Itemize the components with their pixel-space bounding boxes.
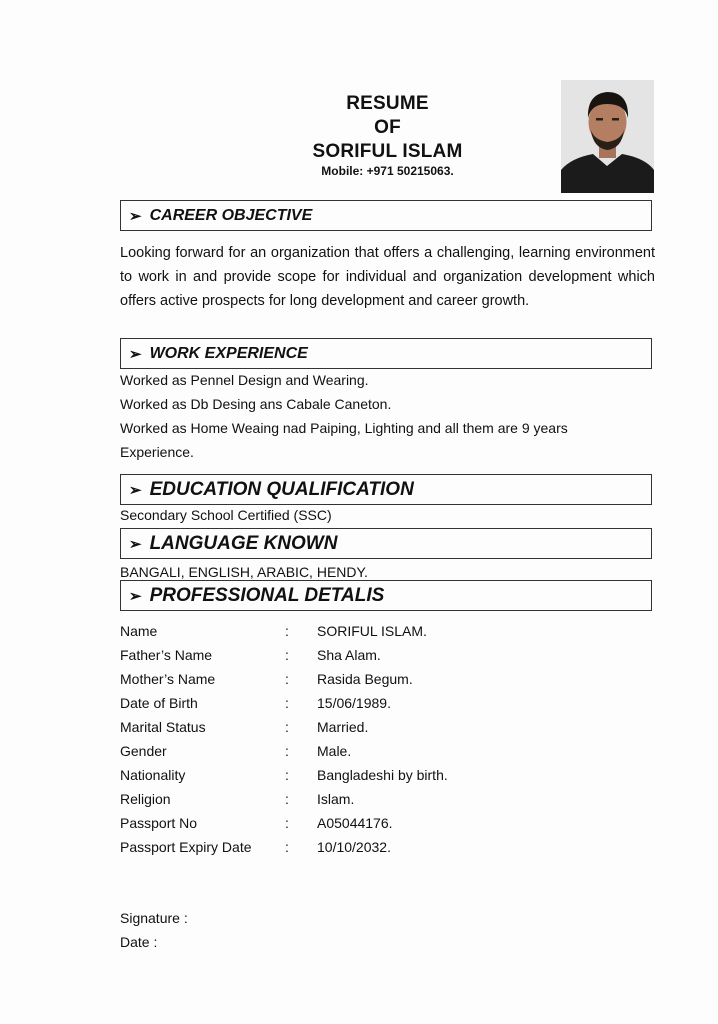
detail-colon: : bbox=[285, 623, 289, 639]
detail-row-father-name bbox=[120, 643, 660, 667]
detail-colon: : bbox=[285, 743, 289, 759]
signature-label: Signature : bbox=[120, 910, 188, 926]
detail-colon: : bbox=[285, 767, 289, 783]
section-title: LANGUAGE KNOWN bbox=[149, 532, 338, 554]
person-portrait-icon bbox=[561, 80, 654, 193]
arrow-bullet-icon: ➢ bbox=[129, 207, 142, 225]
detail-row-nationality bbox=[120, 763, 660, 787]
resume-header bbox=[280, 92, 495, 164]
section-work-experience bbox=[120, 338, 652, 369]
detail-colon: : bbox=[285, 815, 289, 831]
detail-row-name bbox=[120, 619, 660, 643]
detail-value: Male. bbox=[317, 743, 352, 759]
detail-label: Nationality bbox=[120, 767, 186, 783]
section-title: CAREER OBJECTIVE bbox=[149, 206, 313, 224]
arrow-bullet-icon: ➢ bbox=[129, 481, 142, 499]
education-text: Secondary School Certified (SSC) bbox=[120, 507, 332, 523]
resume-of: OF bbox=[374, 117, 401, 138]
detail-label: Date of Birth bbox=[120, 695, 198, 711]
arrow-bullet-icon: ➢ bbox=[129, 535, 142, 553]
detail-colon: : bbox=[285, 791, 289, 807]
work-line: Experience. bbox=[120, 444, 194, 460]
arrow-bullet-icon: ➢ bbox=[129, 345, 142, 363]
detail-value: Islam. bbox=[317, 791, 355, 807]
detail-colon: : bbox=[285, 719, 289, 735]
work-line: Worked as Home Weaing nad Paiping, Lighting and all them are 9 years bbox=[120, 420, 568, 436]
detail-colon: : bbox=[285, 695, 289, 711]
mobile-number: Mobile: +971 50215063. bbox=[321, 164, 454, 178]
detail-label: Passport No bbox=[120, 815, 198, 831]
detail-value: Rasida Begum. bbox=[317, 671, 413, 687]
detail-label: Name bbox=[120, 623, 158, 639]
detail-value: SORIFUL ISLAM. bbox=[317, 623, 427, 639]
section-title: EDUCATION QUALIFICATION bbox=[149, 478, 414, 500]
detail-row-passport-expiry bbox=[120, 835, 660, 859]
career-objective-text: Looking forward for an organization that offers a challenging, learning environment to work in and provide scope for individual and organization development which offers active prospects for long development and career growth. bbox=[120, 245, 655, 309]
candidate-name: SORIFUL ISLAM bbox=[312, 141, 463, 162]
detail-colon: : bbox=[285, 839, 289, 855]
language-text: BANGALI, ENGLISH, ARABIC, HENDY. bbox=[120, 564, 368, 580]
arrow-bullet-icon: ➢ bbox=[129, 587, 142, 605]
detail-colon: : bbox=[285, 671, 289, 687]
section-title: PROFESSIONAL DETALIS bbox=[149, 584, 385, 606]
detail-value: 10/10/2032. bbox=[317, 839, 391, 855]
detail-label: Religion bbox=[120, 791, 171, 807]
resume-title: RESUME bbox=[346, 93, 429, 114]
date-label: Date : bbox=[120, 934, 158, 950]
detail-label: Passport Expiry Date bbox=[120, 839, 252, 855]
detail-colon: : bbox=[285, 647, 289, 663]
detail-row-marital-status bbox=[120, 715, 660, 739]
work-line: Worked as Pennel Design and Wearing. bbox=[120, 372, 369, 388]
detail-row-date-of-birth bbox=[120, 691, 660, 715]
detail-label: Mother’s Name bbox=[120, 671, 216, 687]
detail-row-religion bbox=[120, 787, 660, 811]
detail-row-passport-no bbox=[120, 811, 660, 835]
work-line: Worked as Db Desing ans Cabale Caneton. bbox=[120, 396, 392, 412]
section-professional-details bbox=[120, 580, 652, 611]
detail-label: Marital Status bbox=[120, 719, 206, 735]
detail-label: Gender bbox=[120, 743, 167, 759]
detail-value: Bangladeshi by birth. bbox=[317, 767, 448, 783]
section-language-known bbox=[120, 528, 652, 559]
section-title: WORK EXPERIENCE bbox=[149, 344, 308, 362]
section-career-objective bbox=[120, 200, 652, 231]
detail-row-mother-name bbox=[120, 667, 660, 691]
detail-row-gender bbox=[120, 739, 660, 763]
profile-photo bbox=[561, 80, 654, 193]
detail-value: 15/06/1989. bbox=[317, 695, 391, 711]
detail-value: A05044176. bbox=[317, 815, 393, 831]
detail-value: Married. bbox=[317, 719, 369, 735]
section-education-qualification bbox=[120, 474, 652, 505]
detail-value: Sha Alam. bbox=[317, 647, 381, 663]
detail-label: Father’s Name bbox=[120, 647, 213, 663]
